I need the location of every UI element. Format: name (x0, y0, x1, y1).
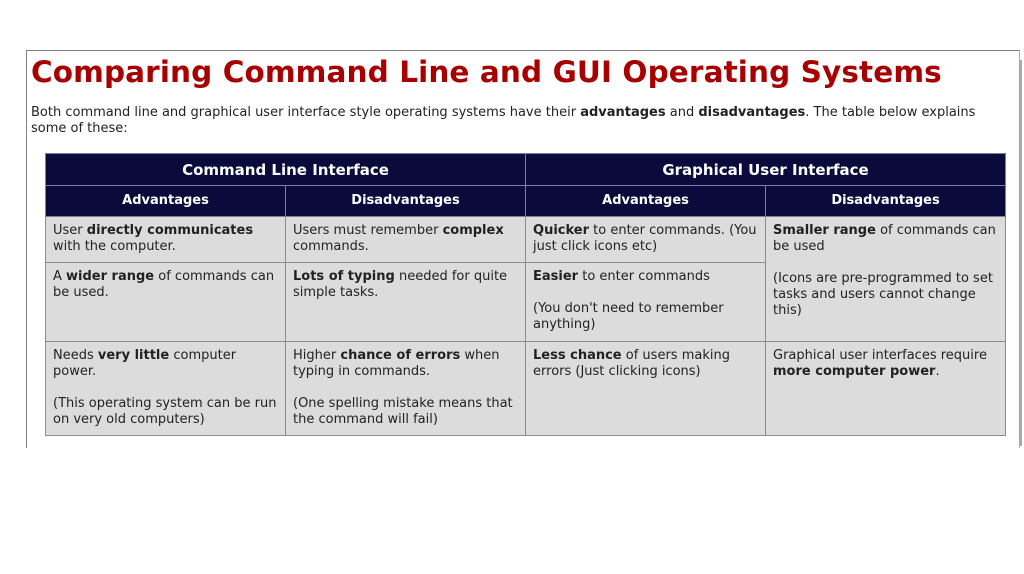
cell-paragraph (773, 271, 998, 319)
cell-emphasis: more computer power (773, 364, 936, 379)
cell-text: Higher (293, 348, 341, 363)
cell-text: with the computer. (53, 239, 176, 254)
cell-paragraph (533, 269, 758, 285)
intro-text: Both command line and graphical user interface style operating systems have their (31, 105, 581, 120)
cell-paragraph (533, 223, 758, 255)
table-cell (526, 217, 766, 263)
cell-text: when typing in commands. (293, 348, 500, 379)
cell-emphasis: wider range (66, 269, 155, 284)
cell-emphasis: Smaller range (773, 223, 876, 238)
comparison-table (45, 153, 1006, 436)
table-row (46, 342, 1006, 436)
cell-emphasis: Lots of typing (293, 269, 395, 284)
intro-emphasis-advantages: advantages (580, 105, 666, 120)
cell-text: to enter commands. (You just click icons etc) (533, 223, 757, 254)
cell-text: needed for quite simple tasks. (293, 269, 508, 300)
cell-paragraph (533, 348, 758, 380)
table-cell (526, 263, 766, 342)
cell-emphasis: Less chance (533, 348, 622, 363)
cell-paragraph (53, 348, 278, 380)
cell-paragraph (293, 348, 518, 380)
cell-text: commands. (293, 239, 369, 254)
subheader-cli-disadvantages: Disadvantages (286, 186, 526, 217)
cell-emphasis: directly communicates (86, 223, 254, 238)
intro-text: and (665, 105, 699, 120)
table-cell (286, 263, 526, 342)
table-cell (46, 217, 286, 263)
subheader-gui-disadvantages: Disadvantages (766, 186, 1006, 217)
cell-emphasis: chance of errors (340, 348, 461, 363)
table-cell (286, 342, 526, 436)
subheader-gui-advantages: Advantages (526, 186, 766, 217)
cell-paragraph (533, 301, 758, 333)
subheader-cli-advantages: Advantages (46, 186, 286, 217)
cell-text: of commands can be used (773, 223, 996, 254)
table-cell (766, 217, 1006, 342)
cell-text: of users making errors (Just clicking icons) (533, 348, 730, 379)
cell-paragraph (773, 348, 998, 380)
table-cell (286, 217, 526, 263)
cell-emphasis: Easier (533, 269, 579, 284)
scrollbar-edge (1019, 60, 1022, 446)
cell-emphasis: Quicker (533, 223, 590, 238)
cell-text: A (53, 269, 67, 284)
cell-text: Users must remember (293, 223, 443, 238)
cell-text: (This operating system can be run on very old computers) (53, 396, 277, 427)
cell-text: to enter commands (578, 269, 710, 284)
cell-text: (You don't need to remember anything) (533, 301, 724, 332)
cell-paragraph (293, 223, 518, 255)
intro-text: . The table below explains some of these: (31, 105, 976, 136)
cell-text: Graphical user interfaces require (773, 348, 987, 363)
table-cell (526, 342, 766, 436)
content-frame (26, 50, 1020, 448)
cell-text: Needs (53, 348, 98, 363)
cell-emphasis: very little (97, 348, 170, 363)
table-row (46, 217, 1006, 263)
intro-emphasis-disadvantages: disadvantages (698, 105, 806, 120)
cell-paragraph (53, 269, 278, 301)
page-title: Comparing Command Line and GUI Operating Systems (31, 55, 942, 89)
cell-text: (One spelling mistake means that the command will fail) (293, 396, 513, 427)
table-cell (46, 342, 286, 436)
cell-paragraph (53, 223, 278, 255)
cell-emphasis: complex (442, 223, 504, 238)
cell-text: User (53, 223, 87, 238)
table-cell (766, 342, 1006, 436)
group-header-cli: Command Line Interface (46, 154, 526, 186)
cell-paragraph (293, 269, 518, 301)
cell-paragraph (53, 396, 278, 428)
cell-text: computer power. (53, 348, 237, 379)
intro-paragraph (31, 105, 1001, 137)
cell-text: (Icons are pre-programmed to set tasks and users cannot change this) (773, 271, 993, 318)
table-cell (46, 263, 286, 342)
cell-paragraph (293, 396, 518, 428)
cell-paragraph (773, 223, 998, 255)
group-header-gui: Graphical User Interface (526, 154, 1006, 186)
cell-text: of commands can be used. (53, 269, 275, 300)
cell-text: . (935, 364, 940, 379)
